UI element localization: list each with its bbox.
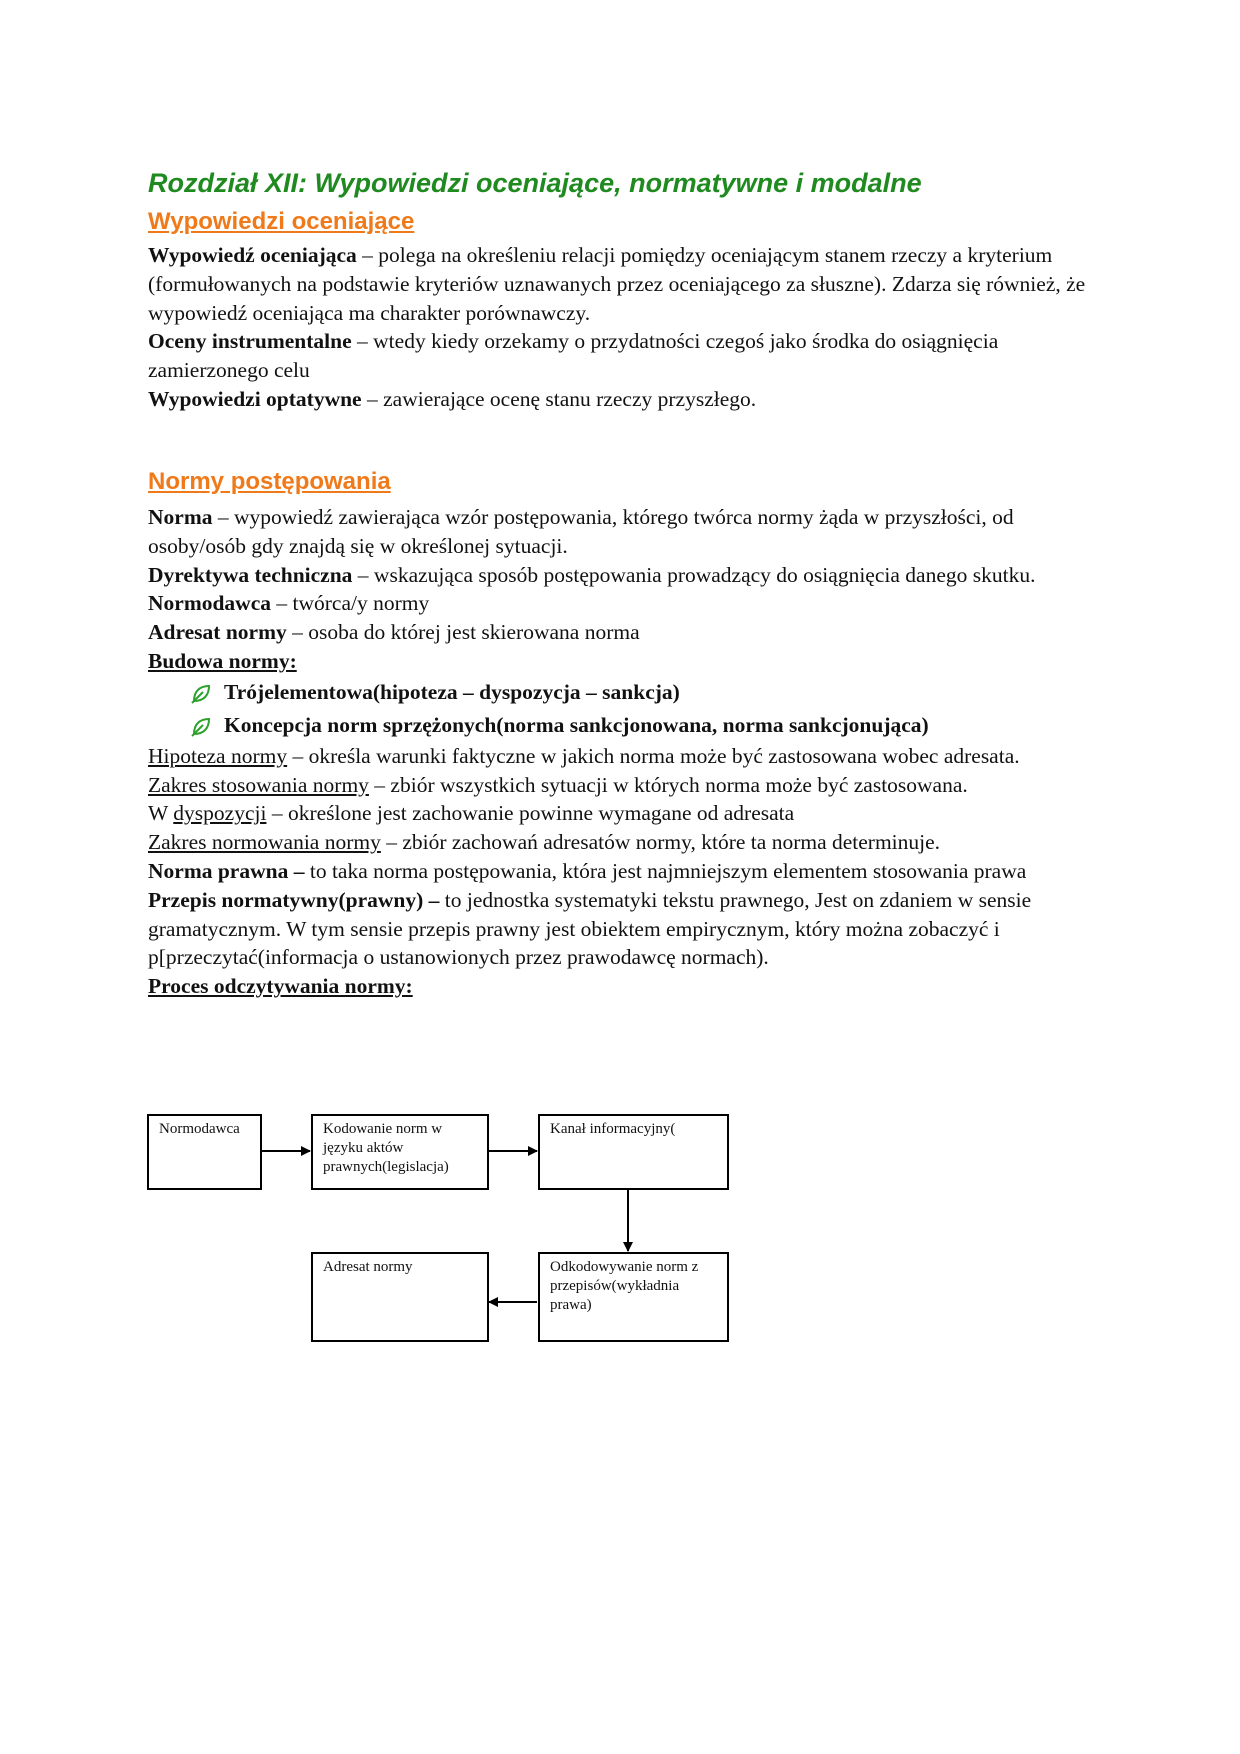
flow-box-channel: Kanał informacyjny(: [538, 1114, 729, 1190]
paragraph: [148, 857, 1088, 886]
list-item: [190, 676, 1088, 709]
section-heading-norms: Normy postępowania: [148, 468, 391, 495]
term: Adresat normy: [148, 620, 287, 645]
definition: – zbiór wszystkich sytuacji w których norma może być zastosowana.: [368, 772, 968, 797]
flow-box-decoding: Odkodowywanie norm z przepisów(wykładnia prawa): [538, 1252, 729, 1342]
subheading-structure: [148, 647, 1088, 676]
list-item-text: Trójelementowa(hipoteza – dyspozycja – sankcja): [224, 679, 680, 704]
definition: – osoba do której jest skierowana norma: [286, 620, 640, 645]
subheading-text: Proces odczytywania normy:: [148, 974, 413, 999]
paragraph: [148, 385, 1088, 414]
paragraph: [148, 828, 1088, 857]
definition: – twórca/y normy: [271, 591, 430, 616]
leaf-bullet-icon: [190, 683, 212, 705]
paragraph: [148, 241, 1088, 327]
flow-box-addressee: Adresat normy: [311, 1252, 489, 1342]
definition: – określone jest zachowanie powinne wymagane od adresata: [266, 801, 795, 826]
term: Wypowiedzi optatywne: [148, 386, 362, 411]
list-item: [190, 709, 1088, 742]
paragraph: [148, 327, 1088, 385]
subheading-text: Budowa normy:: [148, 648, 297, 673]
term: Dyrektywa techniczna: [148, 562, 353, 587]
definition: – wypowiedź zawierająca wzór postępowania, którego twórca normy żąda w przyszłości, od osoby/osób gdy znajdą się w określonej sytuacji.: [148, 505, 1014, 558]
definition: – wskazująca sposób postępowania prowadzący do osiągnięcia danego skutku.: [352, 562, 1036, 587]
paragraph: [148, 618, 1088, 647]
term: Normodawca: [148, 591, 272, 616]
subheading-process: [148, 972, 1088, 1001]
term: Norma prawna –: [148, 858, 305, 883]
term: dyspozycji: [173, 801, 267, 826]
definition: – polega na określeniu relacji pomiędzy oceniającym stanem rzeczy a kryterium (formułowanych na podstawie kryteriów uznawanych przez oceniającego za słuszne). Zdarza się również, że wypowiedź oceniająca ma charakter porównawczy.: [148, 243, 1086, 325]
definition: – zbiór zachowań adresatów normy, które ta norma determinuje.: [380, 830, 941, 855]
term: Wypowiedź oceniająca: [148, 243, 357, 267]
paragraph: [148, 503, 1088, 561]
definition: – zawierające ocenę stanu rzeczy przyszłego.: [361, 386, 757, 411]
section-evaluative-body: [148, 241, 1088, 414]
definition: to jednostka systematyki tekstu prawnego, Jest on zdaniem w sensie gramatycznym. W tym sensie przepis prawny jest obiektem empirycznym, który można zobaczyć i p[przeczytać(informacja o ustanowionych przez prawodawcę normach).: [148, 887, 1032, 970]
prefix: W: [148, 801, 174, 826]
paragraph: [148, 799, 1088, 828]
term: Zakres stosowania normy: [148, 772, 369, 797]
flow-box-encoding: Kodowanie norm w języku aktów prawnych(legislacja): [311, 1114, 489, 1190]
paragraph: [148, 561, 1088, 590]
list-item-text: Koncepcja norm sprzężonych(norma sankcjonowana, norma sankcjonująca): [224, 712, 929, 737]
definition: – określa warunki faktyczne w jakich norma może być zastosowana wobec adresata.: [287, 743, 1020, 768]
section-norms-body: [148, 503, 1088, 1001]
paragraph: [148, 742, 1088, 771]
term: Zakres normowania normy: [148, 830, 381, 855]
flow-box-lawmaker: Normodawca: [147, 1114, 262, 1190]
definition: to taka norma postępowania, która jest najmniejszym elementem stosowania prawa: [304, 858, 1027, 883]
paragraph: [148, 771, 1088, 800]
definition: – wtedy kiedy orzekamy o przydatności czegoś jako środka do osiągnięcia zamierzonego celu: [148, 329, 999, 383]
term: Oceny instrumentalne: [148, 329, 352, 354]
term: Przepis normatywny(prawny) –: [148, 887, 440, 912]
term: Norma: [148, 505, 213, 529]
section-heading-evaluative: Wypowiedzi oceniające: [148, 208, 415, 235]
leaf-bullet-icon: [190, 716, 212, 738]
bullet-list: [148, 676, 1088, 742]
paragraph: [148, 886, 1088, 972]
term: Hipoteza normy: [148, 743, 288, 768]
chapter-title: Rozdział XII: Wypowiedzi oceniające, normatywne i modalne: [148, 168, 922, 198]
paragraph: [148, 589, 1088, 618]
